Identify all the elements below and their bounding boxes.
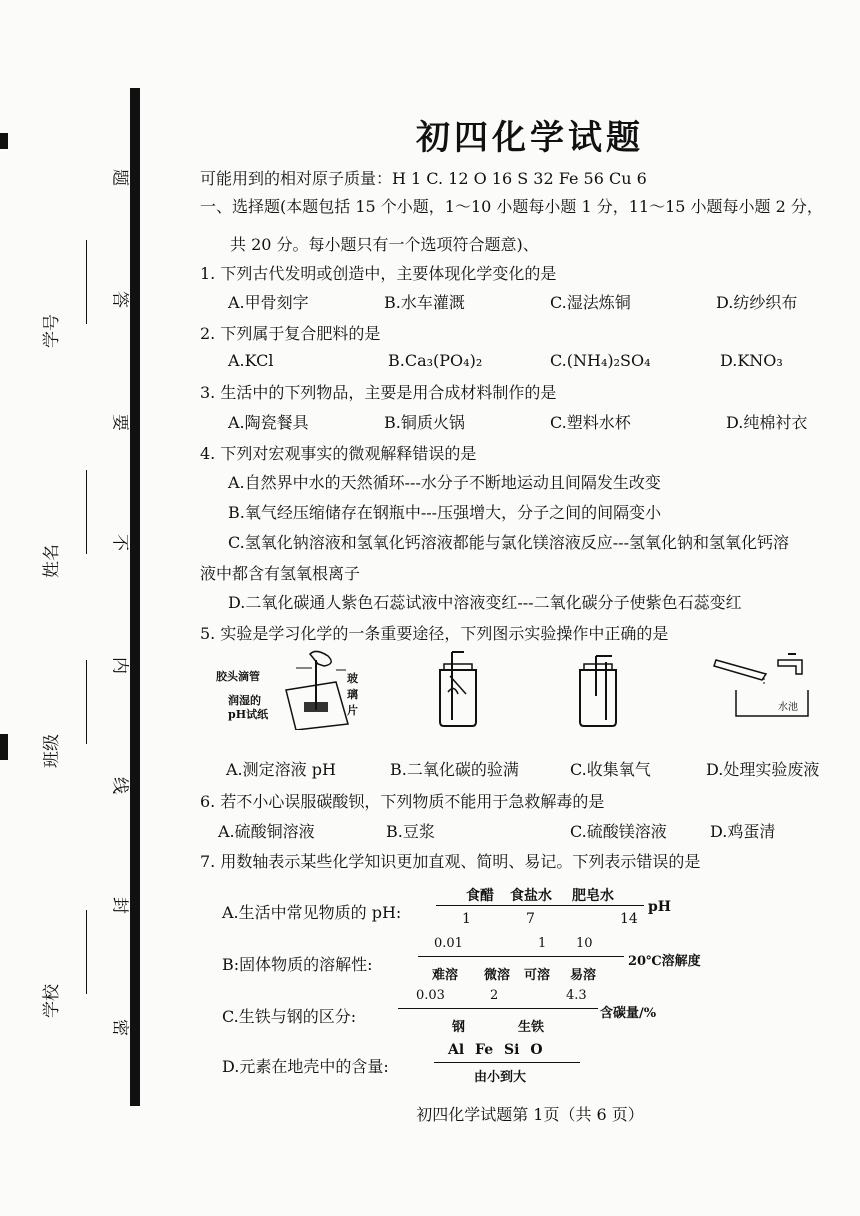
q7-a-top-2: 食盐水 bbox=[510, 888, 552, 904]
q7-a-top-1: 食醋 bbox=[466, 888, 494, 904]
q7-d-label[interactable]: D.元素在地壳中的含量: bbox=[222, 1057, 389, 1076]
q7-b-bottom-4: 易溶 bbox=[570, 968, 597, 983]
class-field[interactable] bbox=[42, 660, 96, 780]
page-footer: 初四化学试题第 1页（共 6 页） bbox=[416, 1105, 644, 1124]
glass-label-1: 玻 bbox=[347, 672, 358, 685]
q5-figure-c bbox=[574, 650, 624, 730]
seal-char-6: 线 bbox=[109, 777, 130, 794]
q7-b-bottom-1: 难溶 bbox=[432, 968, 459, 983]
q4-option-a[interactable]: A.自然界中水的天然循环---水分子不断地运动且间隔发生改变 bbox=[228, 473, 661, 492]
glass-label-2: 璃 bbox=[347, 688, 358, 701]
q4-option-c-line2: 液中都含有氢氧根离子 bbox=[200, 564, 361, 583]
q7-c-bottom-1: 钢 bbox=[452, 1020, 466, 1035]
q4-stem: 4. 下列对宏观事实的微观解释错误的是 bbox=[200, 444, 477, 463]
q3-option-d[interactable]: D.纯棉衬衣 bbox=[726, 413, 808, 432]
q7-c-unit: 含碳量/% bbox=[600, 1006, 657, 1021]
edge-mark-middle bbox=[0, 734, 8, 760]
school-field[interactable] bbox=[42, 910, 96, 1030]
ph-paper-label-1: 润湿的 bbox=[228, 694, 261, 707]
q7-b-top-2: 1 bbox=[538, 936, 547, 951]
q1-stem: 1. 下列古代发明或创造中，主要体现化学变化的是 bbox=[200, 264, 557, 283]
student-id-label: 学号 bbox=[42, 314, 62, 348]
q7-stem: 7. 用数轴表示某些化学知识更加直观、简明、易记。下列表示错误的是 bbox=[200, 852, 701, 871]
q7-c-bottom-2: 生铁 bbox=[518, 1020, 545, 1035]
q6-stem: 6. 若不小心误服碳酸钡，下列物质不能用于急救解毒的是 bbox=[200, 792, 605, 811]
q7-a-bottom-2: 7 bbox=[526, 911, 535, 927]
student-id-field[interactable] bbox=[42, 240, 96, 360]
class-line bbox=[86, 660, 87, 744]
q1-option-b[interactable]: B.水车灌溉 bbox=[384, 293, 465, 312]
sink-drawing bbox=[712, 650, 822, 730]
glass-label-3: 片 bbox=[347, 704, 358, 717]
seal-char-2: 答 bbox=[109, 291, 130, 308]
seal-char-8: 密 bbox=[109, 1019, 130, 1036]
q5-stem: 5. 实验是学习化学的一条重要途径，下列图示实验操作中正确的是 bbox=[200, 624, 669, 643]
school-label: 学校 bbox=[42, 984, 62, 1018]
q6-option-c[interactable]: C.硫酸镁溶液 bbox=[570, 822, 667, 841]
q3-option-b[interactable]: B.铜质火锅 bbox=[384, 413, 465, 432]
q7-a-unit: pH bbox=[648, 899, 672, 915]
q7-c-axis bbox=[398, 988, 678, 1038]
q5-figure-a bbox=[214, 650, 364, 730]
q7-c-top-2: 2 bbox=[490, 988, 499, 1003]
q6-option-b[interactable]: B.豆浆 bbox=[386, 822, 435, 841]
q7-c-top-3: 4.3 bbox=[566, 988, 587, 1003]
q7-b-top-3: 10 bbox=[576, 936, 593, 951]
q4-option-d[interactable]: D.二氧化碳通人紫色石蕊试液中溶液变红---二氧化碳分子使紫色石蕊变红 bbox=[228, 593, 742, 612]
school-line bbox=[86, 910, 87, 994]
q7-b-bottom-3: 可溶 bbox=[524, 968, 551, 983]
ph-paper-label-2: pH试纸 bbox=[228, 708, 269, 721]
q5-option-a[interactable]: A.测定溶液 pH bbox=[226, 760, 336, 779]
section-heading-line1: 一、选择题(本题包括 15 个小题，1～10 小题每小题 1 分，11～15 小题每小题 2 分， bbox=[200, 197, 823, 216]
q7-a-label[interactable]: A.生活中常见物质的 pH: bbox=[222, 903, 402, 922]
q2-option-c[interactable]: C.(NH₄)₂SO₄ bbox=[550, 351, 651, 370]
q1-option-a[interactable]: A.甲骨刻字 bbox=[228, 293, 309, 312]
q3-option-a[interactable]: A.陶瓷餐具 bbox=[228, 413, 309, 432]
student-name-field[interactable] bbox=[42, 470, 96, 590]
section-heading-line2: 共 20 分。每小题只有一个选项符合题意)、 bbox=[230, 235, 539, 254]
q5-figure-d bbox=[712, 650, 822, 730]
q1-option-c[interactable]: C.湿法炼铜 bbox=[550, 293, 631, 312]
q5-option-b[interactable]: B.二氧化碳的验满 bbox=[390, 760, 519, 779]
q7-a-line bbox=[436, 905, 644, 906]
q7-a-bottom-3: 14 bbox=[620, 911, 638, 927]
q7-a-top-3: 肥皂水 bbox=[572, 888, 614, 904]
q7-c-label[interactable]: C.生铁与钢的区分: bbox=[222, 1007, 357, 1026]
q5-figure-b bbox=[434, 650, 484, 730]
q1-option-d[interactable]: D.纺纱织布 bbox=[716, 293, 798, 312]
seal-char-4: 不 bbox=[109, 534, 130, 551]
student-name-line bbox=[86, 470, 87, 554]
binding-line bbox=[130, 88, 140, 1106]
dropper-label: 胶头滴管 bbox=[216, 670, 260, 683]
q2-option-d[interactable]: D.KNO₃ bbox=[720, 351, 783, 370]
seal-char-3: 要 bbox=[109, 414, 130, 431]
q7-b-top-1: 0.01 bbox=[434, 936, 463, 951]
q6-option-a[interactable]: A.硫酸铜溶液 bbox=[218, 822, 315, 841]
q5-option-c[interactable]: C.收集氧气 bbox=[570, 760, 651, 779]
q7-d-axis bbox=[434, 1042, 584, 1088]
q4-option-c-line1[interactable]: C.氢氧化钠溶液和氢氧化钙溶液都能与氯化镁溶液反应---氢氧化钠和氢氧化钙溶 bbox=[228, 533, 789, 552]
q7-d-line bbox=[434, 1062, 580, 1063]
seal-char-7: 封 bbox=[109, 897, 130, 914]
q6-option-d[interactable]: D.鸡蛋清 bbox=[710, 822, 776, 841]
q7-a-axis bbox=[436, 885, 676, 935]
q7-b-label[interactable]: B:固体物质的溶解性: bbox=[222, 955, 373, 974]
q7-d-elements: Al Fe Si O bbox=[448, 1042, 543, 1058]
page-title: 初四化学试题 bbox=[416, 118, 644, 158]
q7-b-bottom-2: 微溶 bbox=[484, 968, 511, 983]
q2-stem: 2. 下列属于复合肥料的是 bbox=[200, 324, 381, 343]
q7-c-line bbox=[398, 1008, 598, 1009]
q3-stem: 3. 生活中的下列物品，主要是用合成材料制作的是 bbox=[200, 383, 557, 402]
q3-option-c[interactable]: C.塑料水杯 bbox=[550, 413, 631, 432]
seal-char-5: 内 bbox=[109, 657, 130, 674]
atomic-mass-line: 可能用到的相对原子质量：H 1 C. 12 O 16 S 32 Fe 56 Cu 6 bbox=[200, 169, 647, 188]
q4-option-b[interactable]: B.氧气经压缩储存在钢瓶中---压强增大，分子之间的间隔变小 bbox=[228, 503, 662, 522]
q7-d-direction: 由小到大 bbox=[474, 1070, 527, 1085]
student-name-label: 姓名 bbox=[42, 544, 62, 578]
q7-c-top-1: 0.03 bbox=[416, 988, 445, 1003]
q7-b-axis bbox=[418, 936, 708, 986]
class-label: 班级 bbox=[42, 734, 62, 768]
ph-test-drawing bbox=[276, 650, 356, 730]
student-id-line bbox=[86, 240, 87, 324]
seal-char-1: 题 bbox=[109, 169, 130, 186]
q7-a-bottom-1: 1 bbox=[462, 911, 471, 927]
q5-option-d[interactable]: D.处理实验废液 bbox=[706, 760, 820, 779]
q7-b-line bbox=[418, 956, 624, 957]
q7-b-unit: 20℃溶解度 bbox=[628, 954, 701, 969]
q2-option-a[interactable]: A.KCl bbox=[228, 351, 274, 370]
q2-option-b[interactable]: B.Ca₃(PO₄)₂ bbox=[388, 351, 483, 370]
sink-label: 水池 bbox=[778, 702, 798, 713]
